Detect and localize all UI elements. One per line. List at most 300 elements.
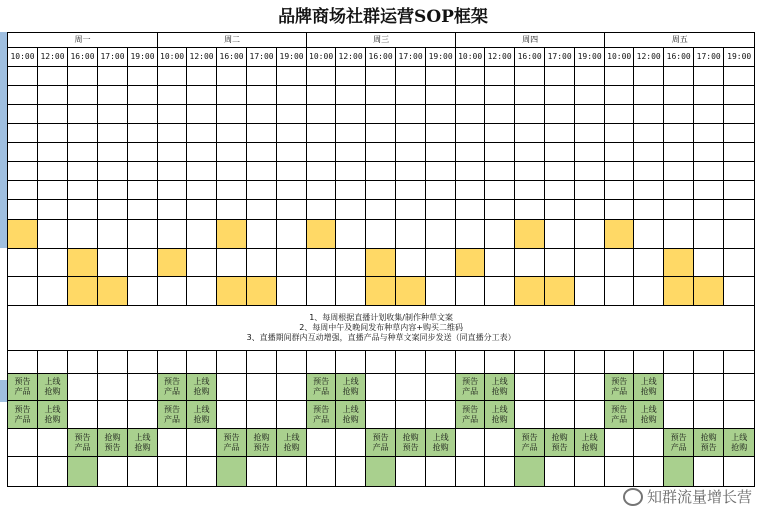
grid-cell[interactable] xyxy=(217,181,247,200)
grid-cell[interactable] xyxy=(485,220,515,249)
grid-cell[interactable] xyxy=(485,277,515,306)
grid-cell[interactable] xyxy=(336,220,366,249)
grid-cell[interactable] xyxy=(247,457,277,487)
grid-cell[interactable] xyxy=(664,374,694,401)
grid-cell[interactable] xyxy=(545,105,575,124)
grid-cell[interactable] xyxy=(664,124,694,143)
grid-cell[interactable] xyxy=(456,220,485,249)
grid-cell[interactable] xyxy=(68,143,98,162)
day-header[interactable]: 周一 xyxy=(8,33,158,48)
grid-cell[interactable] xyxy=(8,67,38,86)
time-header[interactable]: 16:00 xyxy=(664,48,694,67)
grid-cell[interactable] xyxy=(634,457,664,487)
grid-cell[interactable] xyxy=(217,105,247,124)
grid-cell[interactable] xyxy=(664,181,694,200)
grid-cell[interactable] xyxy=(277,181,307,200)
scheduled-cell[interactable] xyxy=(664,249,694,277)
grid-cell[interactable] xyxy=(158,181,187,200)
notes-cell[interactable] xyxy=(8,306,755,351)
grid-cell[interactable] xyxy=(634,351,664,374)
time-header[interactable]: 19:00 xyxy=(724,48,755,67)
grid-cell[interactable] xyxy=(247,143,277,162)
grid-cell[interactable] xyxy=(634,86,664,105)
grid-cell[interactable] xyxy=(128,181,158,200)
grid-cell[interactable] xyxy=(485,200,515,220)
grid-cell[interactable] xyxy=(68,401,98,429)
grid-cell[interactable] xyxy=(724,162,755,181)
grid-cell[interactable] xyxy=(307,162,336,181)
online-grab-cell[interactable] xyxy=(336,401,366,429)
grid-cell[interactable] xyxy=(366,67,396,86)
time-header[interactable]: 19:00 xyxy=(426,48,456,67)
grid-cell[interactable] xyxy=(426,105,456,124)
grid-cell[interactable] xyxy=(694,124,724,143)
grid-cell[interactable] xyxy=(38,162,68,181)
grid-cell[interactable] xyxy=(396,124,426,143)
grid-cell[interactable] xyxy=(128,143,158,162)
grid-cell[interactable] xyxy=(545,249,575,277)
grid-cell[interactable] xyxy=(38,105,68,124)
grid-cell[interactable] xyxy=(307,143,336,162)
grid-cell[interactable] xyxy=(634,277,664,306)
grid-cell[interactable] xyxy=(217,143,247,162)
grid-cell[interactable] xyxy=(98,86,128,105)
scheduled-cell[interactable] xyxy=(366,277,396,306)
grid-cell[interactable] xyxy=(485,181,515,200)
grid-cell[interactable] xyxy=(217,249,247,277)
grid-cell[interactable] xyxy=(158,162,187,181)
grid-cell[interactable] xyxy=(575,249,605,277)
grid-cell[interactable] xyxy=(396,67,426,86)
grab-preview-cell[interactable] xyxy=(247,429,277,457)
grid-cell[interactable] xyxy=(426,200,456,220)
grid-cell[interactable] xyxy=(128,277,158,306)
grid-cell[interactable] xyxy=(485,351,515,374)
time-header[interactable]: 19:00 xyxy=(277,48,307,67)
scheduled-cell[interactable] xyxy=(664,457,694,487)
grid-cell[interactable] xyxy=(247,67,277,86)
time-header[interactable]: 16:00 xyxy=(217,48,247,67)
grid-cell[interactable] xyxy=(456,143,485,162)
grid-cell[interactable] xyxy=(724,277,755,306)
scheduled-cell[interactable] xyxy=(545,277,575,306)
grid-cell[interactable] xyxy=(515,67,545,86)
grid-cell[interactable] xyxy=(396,143,426,162)
grid-cell[interactable] xyxy=(307,181,336,200)
online-grab-cell[interactable] xyxy=(575,429,605,457)
grid-cell[interactable] xyxy=(366,200,396,220)
grid-cell[interactable] xyxy=(38,86,68,105)
grid-cell[interactable] xyxy=(217,86,247,105)
grid-cell[interactable] xyxy=(694,162,724,181)
online-grab-cell[interactable] xyxy=(634,374,664,401)
grid-cell[interactable] xyxy=(247,86,277,105)
grid-cell[interactable] xyxy=(307,277,336,306)
grid-cell[interactable] xyxy=(545,86,575,105)
scheduled-cell[interactable] xyxy=(8,220,38,249)
time-header[interactable]: 10:00 xyxy=(8,48,38,67)
grid-cell[interactable] xyxy=(575,200,605,220)
grid-cell[interactable] xyxy=(158,220,187,249)
grid-cell[interactable] xyxy=(187,181,217,200)
grid-cell[interactable] xyxy=(545,143,575,162)
grid-cell[interactable] xyxy=(694,67,724,86)
scheduled-cell[interactable] xyxy=(515,220,545,249)
grid-cell[interactable] xyxy=(38,351,68,374)
grid-cell[interactable] xyxy=(634,429,664,457)
grid-cell[interactable] xyxy=(128,105,158,124)
grid-cell[interactable] xyxy=(485,162,515,181)
grid-cell[interactable] xyxy=(128,162,158,181)
grid-cell[interactable] xyxy=(217,374,247,401)
grid-cell[interactable] xyxy=(366,86,396,105)
grid-cell[interactable] xyxy=(158,105,187,124)
grid-cell[interactable] xyxy=(724,181,755,200)
grid-cell[interactable] xyxy=(724,401,755,429)
grid-cell[interactable] xyxy=(634,249,664,277)
grid-cell[interactable] xyxy=(128,67,158,86)
grid-cell[interactable] xyxy=(485,67,515,86)
grab-preview-cell[interactable] xyxy=(396,429,426,457)
scheduled-cell[interactable] xyxy=(247,277,277,306)
grid-cell[interactable] xyxy=(98,124,128,143)
grid-cell[interactable] xyxy=(426,143,456,162)
grid-cell[interactable] xyxy=(634,200,664,220)
grid-cell[interactable] xyxy=(38,124,68,143)
grid-cell[interactable] xyxy=(307,351,336,374)
grid-cell[interactable] xyxy=(456,457,485,487)
grid-cell[interactable] xyxy=(128,124,158,143)
grid-cell[interactable] xyxy=(366,401,396,429)
grid-cell[interactable] xyxy=(336,143,366,162)
grid-cell[interactable] xyxy=(277,249,307,277)
grid-cell[interactable] xyxy=(8,429,38,457)
grid-cell[interactable] xyxy=(515,86,545,105)
grid-cell[interactable] xyxy=(724,143,755,162)
grid-cell[interactable] xyxy=(634,181,664,200)
grid-cell[interactable] xyxy=(664,143,694,162)
grid-cell[interactable] xyxy=(247,220,277,249)
grab-preview-cell[interactable] xyxy=(694,429,724,457)
scheduled-cell[interactable] xyxy=(217,220,247,249)
grid-cell[interactable] xyxy=(515,249,545,277)
online-grab-cell[interactable] xyxy=(426,429,456,457)
grid-cell[interactable] xyxy=(247,374,277,401)
grid-cell[interactable] xyxy=(545,374,575,401)
grid-cell[interactable] xyxy=(485,86,515,105)
grid-cell[interactable] xyxy=(277,401,307,429)
scheduled-cell[interactable] xyxy=(456,249,485,277)
grid-cell[interactable] xyxy=(605,200,634,220)
grid-cell[interactable] xyxy=(336,105,366,124)
grid-cell[interactable] xyxy=(187,143,217,162)
preview-product-cell[interactable] xyxy=(307,401,336,429)
grid-cell[interactable] xyxy=(456,105,485,124)
time-header[interactable]: 12:00 xyxy=(634,48,664,67)
grid-cell[interactable] xyxy=(396,351,426,374)
grid-cell[interactable] xyxy=(217,124,247,143)
preview-product-cell[interactable] xyxy=(158,401,187,429)
grid-cell[interactable] xyxy=(605,277,634,306)
grid-cell[interactable] xyxy=(8,143,38,162)
grid-cell[interactable] xyxy=(366,143,396,162)
scheduled-cell[interactable] xyxy=(366,249,396,277)
grid-cell[interactable] xyxy=(187,124,217,143)
grid-cell[interactable] xyxy=(485,143,515,162)
scheduled-cell[interactable] xyxy=(68,457,98,487)
grid-cell[interactable] xyxy=(545,181,575,200)
grid-cell[interactable] xyxy=(545,200,575,220)
grid-cell[interactable] xyxy=(664,351,694,374)
grid-cell[interactable] xyxy=(187,200,217,220)
online-grab-cell[interactable] xyxy=(485,374,515,401)
grid-cell[interactable] xyxy=(158,143,187,162)
scheduled-cell[interactable] xyxy=(694,277,724,306)
grid-cell[interactable] xyxy=(8,277,38,306)
grid-cell[interactable] xyxy=(187,429,217,457)
grid-cell[interactable] xyxy=(724,105,755,124)
time-header[interactable]: 17:00 xyxy=(98,48,128,67)
grid-cell[interactable] xyxy=(515,162,545,181)
time-header[interactable]: 12:00 xyxy=(187,48,217,67)
grid-cell[interactable] xyxy=(634,162,664,181)
grid-cell[interactable] xyxy=(247,181,277,200)
grid-cell[interactable] xyxy=(485,124,515,143)
grid-cell[interactable] xyxy=(158,429,187,457)
grid-cell[interactable] xyxy=(307,457,336,487)
grid-cell[interactable] xyxy=(68,220,98,249)
grid-cell[interactable] xyxy=(515,105,545,124)
scheduled-cell[interactable] xyxy=(664,277,694,306)
grid-cell[interactable] xyxy=(724,220,755,249)
grid-cell[interactable] xyxy=(605,67,634,86)
grid-cell[interactable] xyxy=(336,181,366,200)
grid-cell[interactable] xyxy=(456,162,485,181)
grid-cell[interactable] xyxy=(605,181,634,200)
grid-cell[interactable] xyxy=(8,249,38,277)
grid-cell[interactable] xyxy=(694,457,724,487)
grid-cell[interactable] xyxy=(724,351,755,374)
grid-cell[interactable] xyxy=(158,457,187,487)
grid-cell[interactable] xyxy=(68,351,98,374)
grid-cell[interactable] xyxy=(605,249,634,277)
grid-cell[interactable] xyxy=(307,67,336,86)
preview-product-cell[interactable] xyxy=(68,429,98,457)
grid-cell[interactable] xyxy=(217,162,247,181)
preview-product-cell[interactable] xyxy=(456,374,485,401)
grid-cell[interactable] xyxy=(38,457,68,487)
grid-cell[interactable] xyxy=(575,162,605,181)
grid-cell[interactable] xyxy=(336,86,366,105)
grid-cell[interactable] xyxy=(605,143,634,162)
grid-cell[interactable] xyxy=(277,162,307,181)
grid-cell[interactable] xyxy=(396,105,426,124)
online-grab-cell[interactable] xyxy=(38,374,68,401)
grid-cell[interactable] xyxy=(575,124,605,143)
grid-cell[interactable] xyxy=(247,124,277,143)
grab-preview-cell[interactable] xyxy=(545,429,575,457)
grid-cell[interactable] xyxy=(485,457,515,487)
grid-cell[interactable] xyxy=(694,401,724,429)
time-header[interactable]: 19:00 xyxy=(128,48,158,67)
grid-cell[interactable] xyxy=(456,351,485,374)
grid-cell[interactable] xyxy=(187,277,217,306)
grid-cell[interactable] xyxy=(98,181,128,200)
grid-cell[interactable] xyxy=(426,162,456,181)
grid-cell[interactable] xyxy=(545,162,575,181)
scheduled-cell[interactable] xyxy=(217,277,247,306)
grid-cell[interactable] xyxy=(664,105,694,124)
grid-cell[interactable] xyxy=(515,200,545,220)
online-grab-cell[interactable] xyxy=(277,429,307,457)
preview-product-cell[interactable] xyxy=(217,429,247,457)
time-header[interactable]: 12:00 xyxy=(485,48,515,67)
grid-cell[interactable] xyxy=(128,401,158,429)
grid-cell[interactable] xyxy=(128,351,158,374)
preview-product-cell[interactable] xyxy=(8,401,38,429)
grid-cell[interactable] xyxy=(366,162,396,181)
grid-cell[interactable] xyxy=(68,374,98,401)
preview-product-cell[interactable] xyxy=(158,374,187,401)
grid-cell[interactable] xyxy=(128,220,158,249)
grid-cell[interactable] xyxy=(8,351,38,374)
grid-cell[interactable] xyxy=(336,351,366,374)
grid-cell[interactable] xyxy=(98,249,128,277)
grid-cell[interactable] xyxy=(575,143,605,162)
grid-cell[interactable] xyxy=(366,105,396,124)
grid-cell[interactable] xyxy=(575,220,605,249)
grid-cell[interactable] xyxy=(217,401,247,429)
grid-cell[interactable] xyxy=(277,86,307,105)
grid-cell[interactable] xyxy=(634,220,664,249)
grid-cell[interactable] xyxy=(694,200,724,220)
grid-cell[interactable] xyxy=(336,429,366,457)
grid-cell[interactable] xyxy=(545,220,575,249)
grid-cell[interactable] xyxy=(575,86,605,105)
time-header[interactable]: 17:00 xyxy=(545,48,575,67)
grid-cell[interactable] xyxy=(694,220,724,249)
grid-cell[interactable] xyxy=(575,351,605,374)
grid-cell[interactable] xyxy=(456,181,485,200)
grid-cell[interactable] xyxy=(426,277,456,306)
grid-cell[interactable] xyxy=(247,249,277,277)
preview-product-cell[interactable] xyxy=(605,401,634,429)
time-header[interactable]: 10:00 xyxy=(158,48,187,67)
grid-cell[interactable] xyxy=(336,249,366,277)
grid-cell[interactable] xyxy=(456,86,485,105)
scheduled-cell[interactable] xyxy=(515,457,545,487)
grid-cell[interactable] xyxy=(307,86,336,105)
time-header[interactable]: 16:00 xyxy=(515,48,545,67)
time-header[interactable]: 17:00 xyxy=(247,48,277,67)
day-header[interactable]: 周四 xyxy=(456,33,605,48)
grid-cell[interactable] xyxy=(396,181,426,200)
online-grab-cell[interactable] xyxy=(485,401,515,429)
grid-cell[interactable] xyxy=(187,86,217,105)
online-grab-cell[interactable] xyxy=(634,401,664,429)
grid-cell[interactable] xyxy=(98,200,128,220)
grid-cell[interactable] xyxy=(38,67,68,86)
grid-cell[interactable] xyxy=(664,200,694,220)
grid-cell[interactable] xyxy=(456,67,485,86)
grid-cell[interactable] xyxy=(545,124,575,143)
grid-cell[interactable] xyxy=(128,457,158,487)
grid-cell[interactable] xyxy=(98,374,128,401)
grid-cell[interactable] xyxy=(456,124,485,143)
grid-cell[interactable] xyxy=(605,162,634,181)
grid-cell[interactable] xyxy=(694,86,724,105)
grid-cell[interactable] xyxy=(336,162,366,181)
grid-cell[interactable] xyxy=(8,86,38,105)
grid-cell[interactable] xyxy=(217,200,247,220)
grid-cell[interactable] xyxy=(68,162,98,181)
grid-cell[interactable] xyxy=(187,220,217,249)
grid-cell[interactable] xyxy=(396,220,426,249)
grid-cell[interactable] xyxy=(575,457,605,487)
grid-cell[interactable] xyxy=(217,67,247,86)
grid-cell[interactable] xyxy=(98,220,128,249)
grid-cell[interactable] xyxy=(187,351,217,374)
grid-cell[interactable] xyxy=(694,143,724,162)
day-header[interactable]: 周二 xyxy=(158,33,307,48)
grid-cell[interactable] xyxy=(38,429,68,457)
grid-cell[interactable] xyxy=(158,67,187,86)
grid-cell[interactable] xyxy=(277,277,307,306)
grid-cell[interactable] xyxy=(247,105,277,124)
scheduled-cell[interactable] xyxy=(217,457,247,487)
grid-cell[interactable] xyxy=(38,200,68,220)
grid-cell[interactable] xyxy=(68,200,98,220)
grid-cell[interactable] xyxy=(724,124,755,143)
grid-cell[interactable] xyxy=(694,374,724,401)
grid-cell[interactable] xyxy=(485,105,515,124)
grid-cell[interactable] xyxy=(98,457,128,487)
time-header[interactable]: 19:00 xyxy=(575,48,605,67)
grid-cell[interactable] xyxy=(68,181,98,200)
grid-cell[interactable] xyxy=(128,249,158,277)
scheduled-cell[interactable] xyxy=(98,277,128,306)
grid-cell[interactable] xyxy=(605,351,634,374)
grid-cell[interactable] xyxy=(515,143,545,162)
grid-cell[interactable] xyxy=(158,200,187,220)
grid-cell[interactable] xyxy=(128,200,158,220)
grid-cell[interactable] xyxy=(605,457,634,487)
grid-cell[interactable] xyxy=(217,351,247,374)
grid-cell[interactable] xyxy=(336,67,366,86)
grid-cell[interactable] xyxy=(187,105,217,124)
grid-cell[interactable] xyxy=(307,200,336,220)
time-header[interactable]: 12:00 xyxy=(38,48,68,67)
grid-cell[interactable] xyxy=(724,249,755,277)
online-grab-cell[interactable] xyxy=(724,429,755,457)
grid-cell[interactable] xyxy=(366,374,396,401)
grid-cell[interactable] xyxy=(456,277,485,306)
grid-cell[interactable] xyxy=(694,351,724,374)
grid-cell[interactable] xyxy=(545,351,575,374)
grid-cell[interactable] xyxy=(724,374,755,401)
preview-product-cell[interactable] xyxy=(664,429,694,457)
grid-cell[interactable] xyxy=(664,67,694,86)
grid-cell[interactable] xyxy=(38,181,68,200)
scheduled-cell[interactable] xyxy=(68,277,98,306)
grid-cell[interactable] xyxy=(336,457,366,487)
grid-cell[interactable] xyxy=(158,86,187,105)
grid-cell[interactable] xyxy=(307,249,336,277)
grid-cell[interactable] xyxy=(426,67,456,86)
grid-cell[interactable] xyxy=(634,124,664,143)
grid-cell[interactable] xyxy=(68,124,98,143)
grid-cell[interactable] xyxy=(128,86,158,105)
